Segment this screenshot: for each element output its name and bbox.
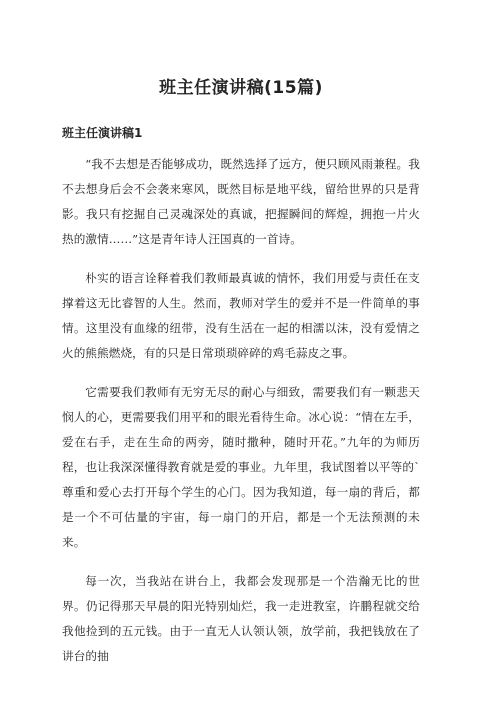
section-heading: 班主任演讲稿1 [62, 126, 143, 140]
paragraph: “我不去想是否能够成功，既然选择了远方，便只顾风雨兼程。我不去想身后会不会袭来寒风，既然目标是地平线，留给世界的只是背影。我只有挖掘自己灵魂深处的真诚，把握瞬间的辉煌，拥抱一片火热的激情……”这是青年诗人汪国真的一首诗。 [62, 157, 420, 246]
document-body [62, 152, 420, 669]
document-title: 班主任演讲稿(15篇) [159, 78, 323, 98]
paragraph: 每一次，当我站在讲台上，我都会发现那是一个浩瀚无比的世界。仍记得那天早晨的阳光特别灿烂，我一走进教室，许鹏程就交给我他捡到的五元钱。由于一直无人认领认领，放学前，我把钱放在了讲台的抽 [62, 574, 420, 663]
paragraph: 朴实的语言诠释着我们教师最真诚的情怀，我们用爱与责任在支撑着这无比睿智的人生。然而，教师对学生的爱并不是一件简单的事情。这里没有血缘的纽带，没有生活在一起的相濡以沫，没有爱情之火的熊熊燃烧，有的只是日常琐琐碎碎的鸡毛蒜皮之事。 [62, 271, 420, 360]
paragraph: 它需要我们教师有无穷无尽的耐心与细致，需要我们有一颗悲天悯人的心，更需要我们用平和的眼光看待生命。冰心说：“情在左手，爱在右手，走在生命的两旁，随时撒种，随时开花。”九年的为师历程，也让我深深懂得教育就是爱的事业。九年里，我试图着以平等的`尊重和爱心去打开每个学生的心门。因为我知道，每一扇的背后，都是一个不可估量的宇宙，每一扇门的开启，都是一个无法预测的未来。 [62, 385, 420, 549]
